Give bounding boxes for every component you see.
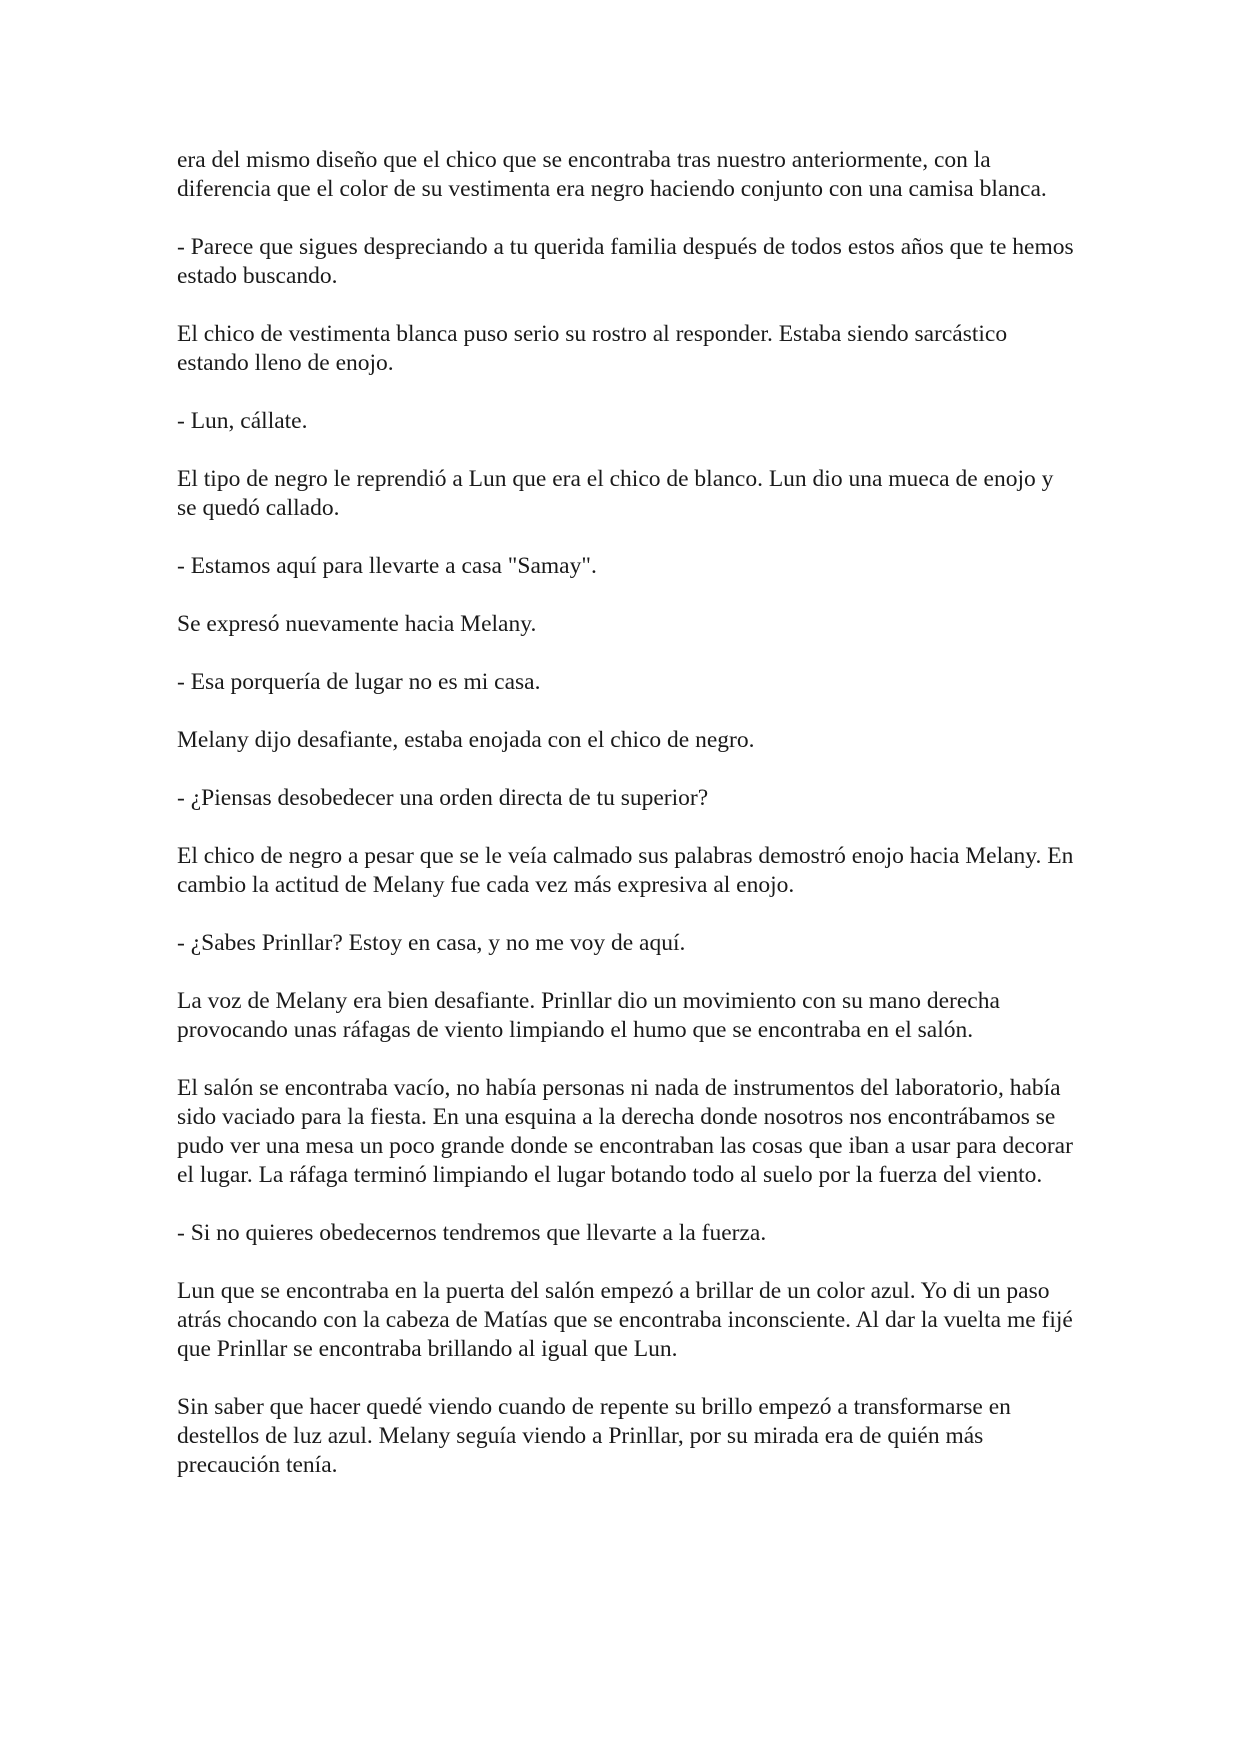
paragraph-3: El chico de vestimenta blanca puso serio su rostro al responder. Estaba siendo sarcástico estando lleno de enojo.: [177, 321, 1008, 376]
paragraph-13: La voz de Melany era bien desafiante. Prinllar dio un movimiento con su mano derecha provocando unas ráfagas de viento limpiando el humo que se encontraba en el salón.: [177, 988, 1000, 1043]
paragraph-7: Se expresó nuevamente hacia Melany.: [177, 611, 537, 637]
paragraph-14: El salón se encontraba vacío, no había personas ni nada de instrumentos del laboratorio, había sido vaciado para la fiesta. En una esquina a la derecha donde nosotros nos encontrábamos se pudo ver una mesa un poco grande donde se encontraban las cosas que iban a usar para decorar el lugar. La ráfaga terminó limpiando el lugar botando todo al suelo por la fuerza del viento.: [177, 1075, 1073, 1188]
paragraph-17: Sin saber que hacer quedé viendo cuando de repente su brillo empezó a transformarse en destellos de luz azul. Melany seguía viendo a Prinllar, por su mirada era de quién más precaución tenía.: [177, 1394, 1011, 1478]
paragraph-2: - Parece que sigues despreciando a tu querida familia después de todos estos años que te hemos estado buscando.: [177, 234, 1074, 289]
paragraph-15: - Si no quieres obedecernos tendremos que llevarte a la fuerza.: [177, 1220, 767, 1246]
paragraph-12: - ¿Sabes Prinllar? Estoy en casa, y no me voy de aquí.: [177, 930, 686, 956]
paragraph-6: - Estamos aquí para llevarte a casa "Samay".: [177, 553, 597, 579]
paragraph-1: era del mismo diseño que el chico que se encontraba tras nuestro anteriormente, con la diferencia que el color de su vestimenta era negro haciendo conjunto con una camisa blanca.: [177, 147, 1047, 202]
paragraph-9: Melany dijo desafiante, estaba enojada con el chico de negro.: [177, 727, 755, 753]
paragraph-11: El chico de negro a pesar que se le veía calmado sus palabras demostró enojo hacia Melany. En cambio la actitud de Melany fue cada vez más expresiva al enojo.: [177, 843, 1074, 898]
paragraph-16: Lun que se encontraba en la puerta del salón empezó a brillar de un color azul. Yo di un paso atrás chocando con la cabeza de Matías que se encontraba inconsciente. Al dar la vuelta me fijé que Prinllar se encontraba brillando al igual que Lun.: [177, 1278, 1073, 1362]
paragraph-10: - ¿Piensas desobedecer una orden directa de tu superior?: [177, 785, 709, 811]
paragraph-5: El tipo de negro le reprendió a Lun que era el chico de blanco. Lun dio una mueca de enojo y se quedó callado.: [177, 466, 1054, 521]
body-text: [177, 146, 1077, 1509]
paragraph-8: - Esa porquería de lugar no es mi casa.: [177, 669, 541, 695]
paragraph-4: - Lun, cállate.: [177, 408, 308, 434]
